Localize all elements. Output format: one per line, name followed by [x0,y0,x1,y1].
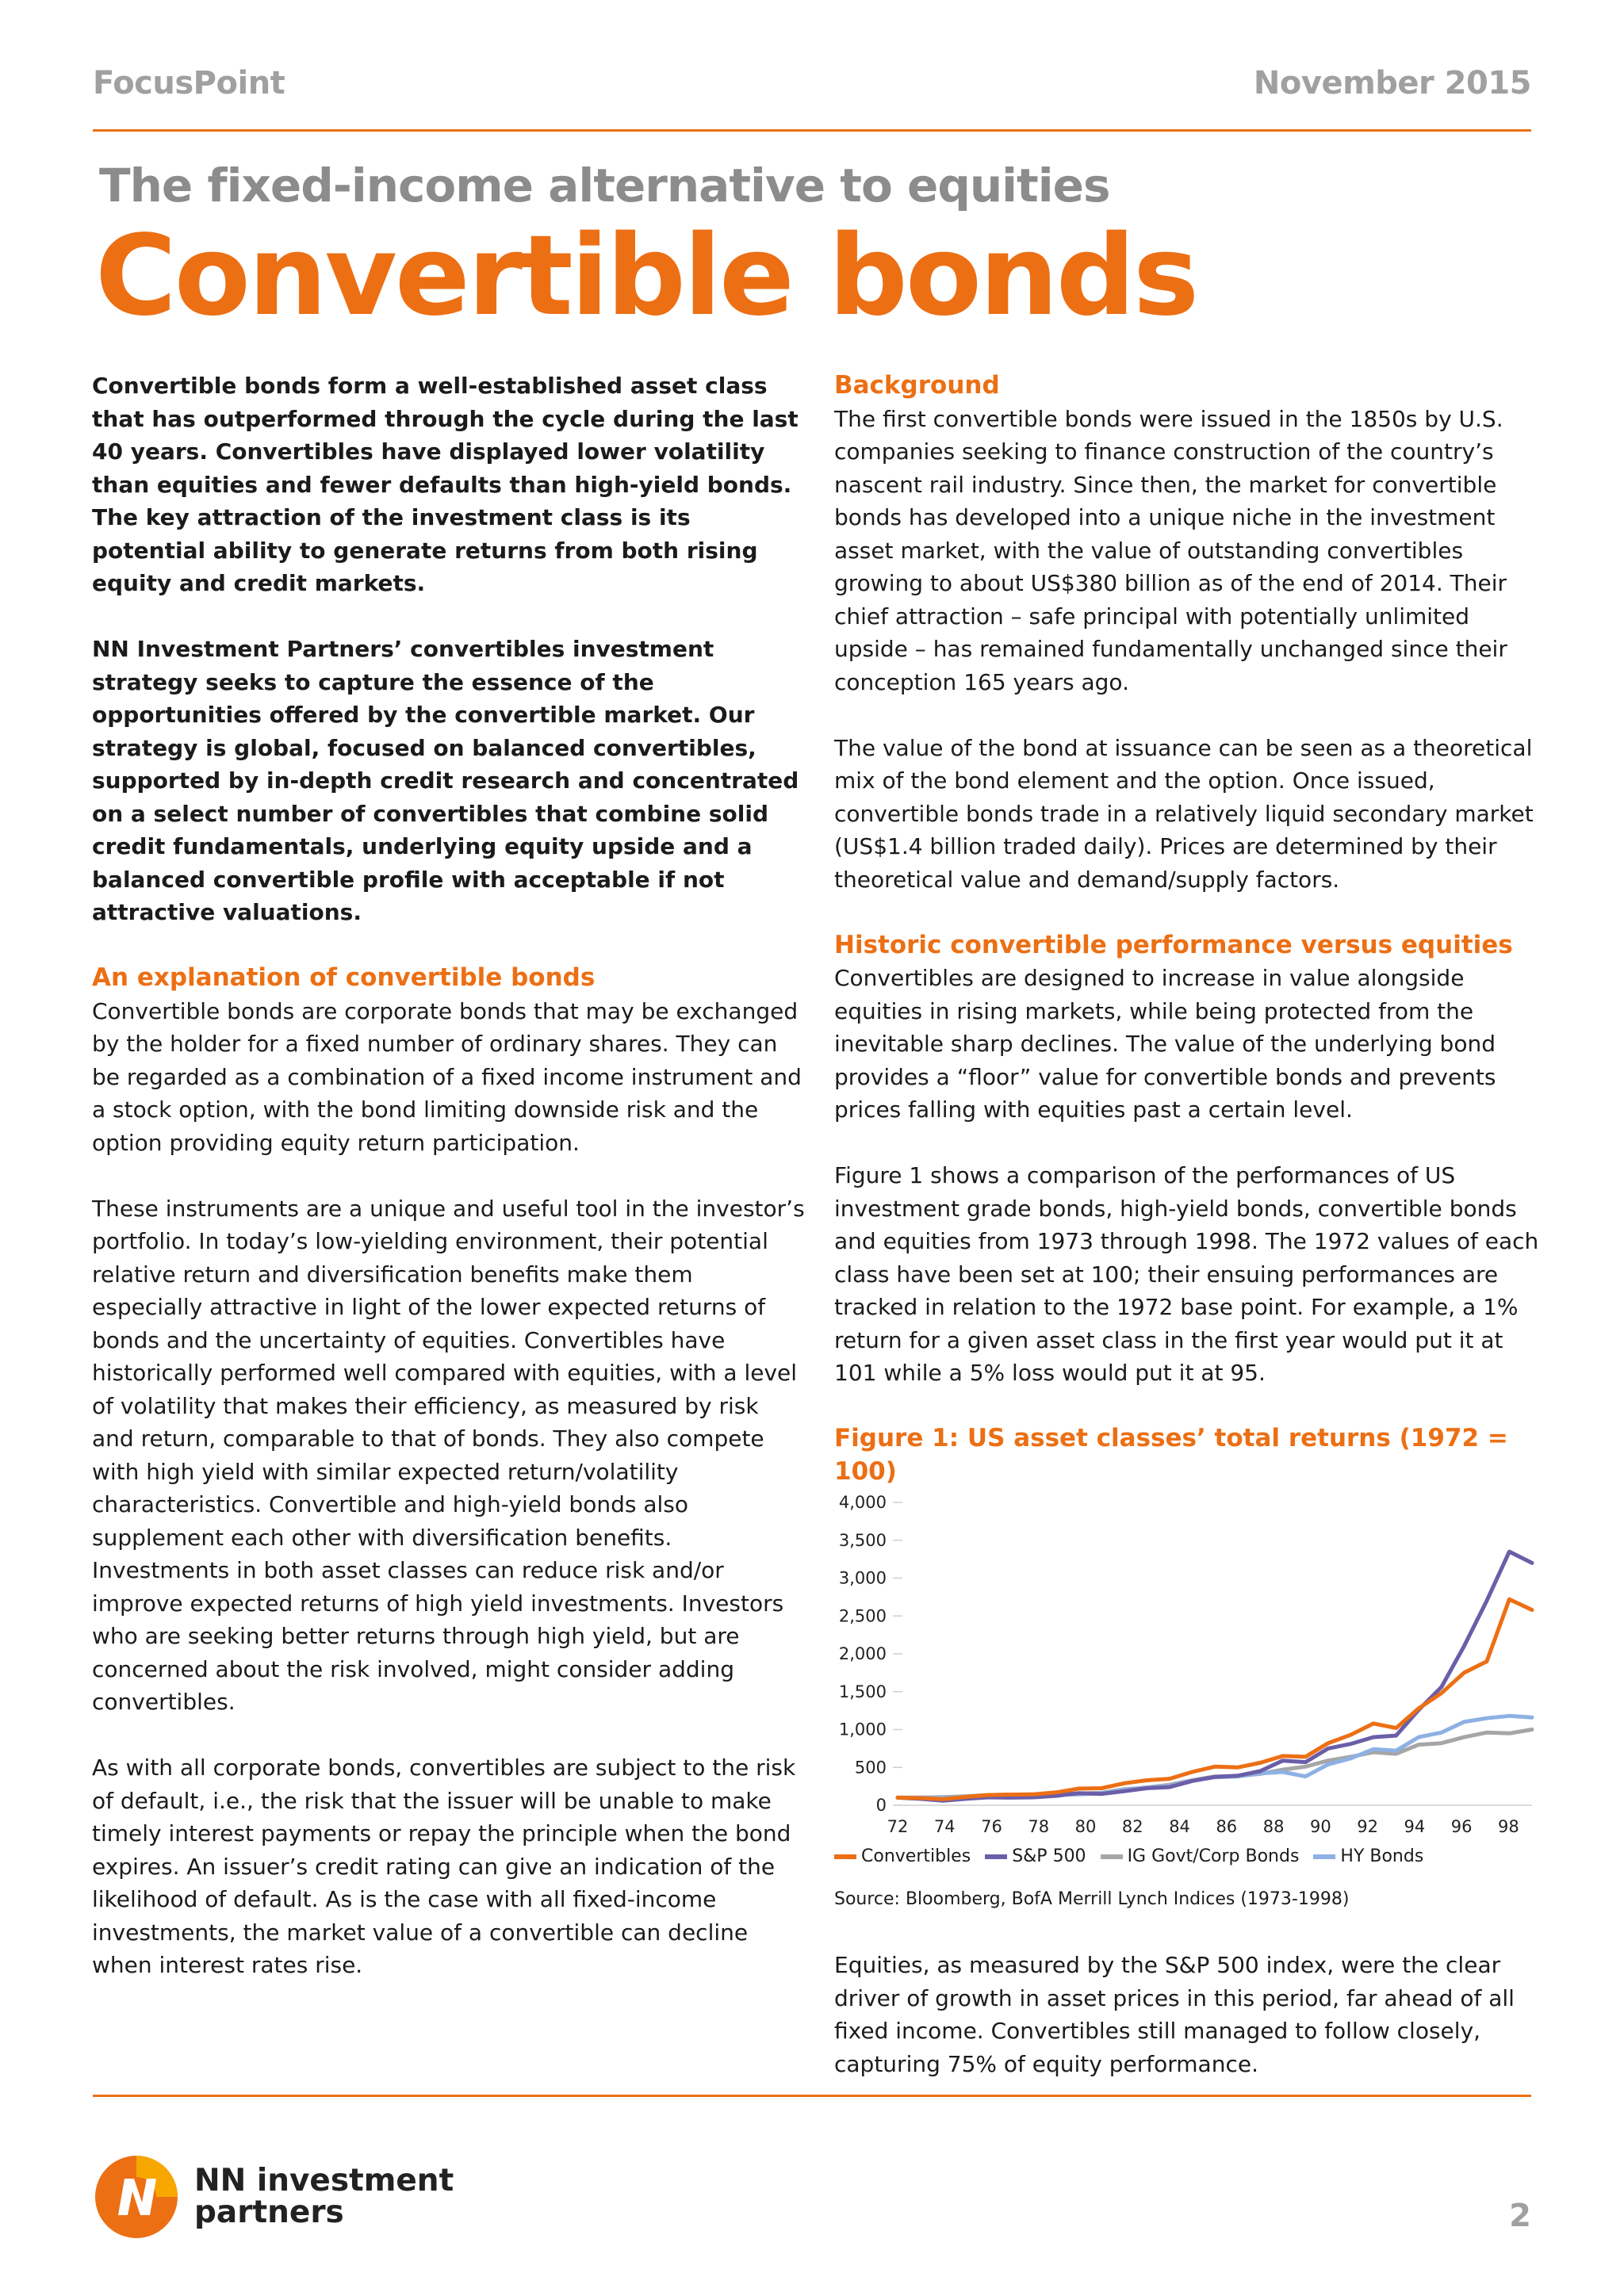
x-tick-label: 74 [933,1817,956,1836]
page-title: Convertible bonds [95,212,1197,341]
x-tick-label: 82 [1121,1817,1143,1836]
legend-label: IG Govt/Corp Bonds [1127,1846,1300,1866]
chart [834,1491,1548,1840]
y-tick-label: 4,000 [838,1493,887,1512]
nn-logo-icon [93,2153,180,2241]
legend-item [834,1840,971,1873]
x-tick-label: 96 [1450,1817,1473,1836]
footer-rule [93,2095,1531,2097]
series-line-s-p-500 [898,1552,1532,1800]
section-heading: An explanation of convertible bonds [92,963,596,992]
series-line-ig-govt-corp-bonds [898,1730,1532,1798]
legend-swatch [1101,1854,1123,1859]
logo-line-2: partners [194,2195,344,2230]
x-tick-label: 80 [1074,1817,1097,1836]
y-tick-label: 0 [875,1796,887,1815]
legend-item [1101,1840,1300,1873]
legend-label: S&P 500 [1012,1846,1086,1866]
series-line-hy-bonds [898,1716,1532,1798]
x-tick-label: 94 [1404,1817,1426,1836]
legend-label: Convertibles [861,1846,971,1866]
y-tick-label: 2,000 [838,1644,887,1663]
company-logo [93,2153,454,2241]
logo-line-1: NN investment [194,2163,454,2198]
legend-swatch [1313,1854,1335,1859]
figure-source: Source: Bloomberg, BofA Merrill Lynch Indices (1973-1998) [834,1888,1350,1909]
x-tick-label: 86 [1216,1817,1238,1836]
series-line-convertibles [898,1599,1532,1799]
y-tick-label: 3,500 [838,1530,887,1550]
x-tick-label: 76 [981,1817,1002,1836]
page-number: 2 [1509,2198,1531,2234]
legend-label: HY Bonds [1340,1846,1424,1866]
section-heading: Background [834,371,1000,400]
x-tick-label: 78 [1028,1817,1050,1836]
body-paragraph: The first convertible bonds were issued in the 1850s by U.S. companies seeking to finance construction of the country’s nascent rail industry. Since then, the market for convertible bonds has developed into a unique niche in the investment asset market, with the value of outstanding convertibles growing to about US$380 billion as of the end of 2014. Their chief attraction – safe principal with potentially unlimited upside – has remained fundamentally unchanged since their conception 165 years ago. [834,405,1507,695]
x-tick-label: 88 [1262,1817,1285,1836]
body-paragraph: As with all corporate bonds, convertibles are subject to the risk of default, i.e., the risk that the issuer will be unable to make timely interest payments or repay the principle when the bond expires. An issuer’s credit rating can give an indication of the likelihood of default. As is the case with all fixed-income investments, the market value of a convertible can decline when interest rates rise. [92,1755,796,1978]
x-tick-label: 98 [1498,1817,1519,1836]
intro-paragraph: Convertible bonds form a well-established asset class that has outperformed through the cycle during the last 40 years. Convertibles have displayed lower volatility than equities and fewer defaults than high-yield bonds. The key attraction of the investment class is its potential ability to generate returns from both rising equity and credit markets. [92,373,799,596]
body-paragraph: Figure 1 shows a comparison of the performances of US investment grade bonds, high-yield bonds, convertible bonds and equities from 1973 through 1998. The 1972 values of each class have been set at 100; their ensuing performances are tracked in relation to the 1972 base point. For example, a 1% return for a given asset class in the first year would put it at 101 while a 5% loss would put it at 95. [834,1162,1539,1386]
body-paragraph: Equities, as measured by the S&P 500 index, were the clear driver of growth in asset prices in this period, far ahead of all fixed income. Convertibles still managed to follow closely, capturing 75% of equity performance. [834,1952,1515,2077]
section-heading: Historic convertible performance versus equities [834,930,1513,959]
x-tick-label: 92 [1357,1817,1378,1836]
right-column [834,369,1548,2114]
header-date: November 2015 [1253,65,1531,101]
y-tick-label: 1,000 [838,1720,887,1739]
x-tick-label: 90 [1309,1817,1331,1836]
x-tick-label: 84 [1169,1817,1190,1836]
kicker: The fixed-income alternative to equities [99,159,1110,212]
figure-title: Figure 1: US asset classes’ total returns (1972 = 100) [834,1424,1508,1486]
y-tick-label: 2,500 [838,1606,887,1626]
header-rule [93,129,1531,132]
legend-swatch [985,1854,1007,1859]
body-paragraph: The value of the bond at issuance can be seen as a theoretical mix of the bond element and the option. Once issued, convertible bonds trade in a relatively liquid secondary market (US$1.4 billion traded daily). Prices are determined by their theoretical value and demand/supply factors. [834,734,1534,893]
chart-svg [834,1491,1548,1840]
y-tick-label: 3,000 [838,1568,887,1588]
legend-swatch [834,1854,856,1859]
body-paragraph: Convertibles are designed to increase in value alongside equities in rising markets, while being protected from the inevitable sharp declines. The value of the underlying bond provides a “floor” value for convertible bonds and prevents prices falling with equities past a certain level. [834,965,1496,1123]
y-tick-label: 500 [854,1758,887,1777]
x-tick-label: 72 [887,1817,909,1836]
left-column [92,369,806,2015]
intro-paragraph: NN Investment Partners’ convertibles investment strategy seeks to capture the essence of the opportunities offered by the convertible market. Our strategy is global, focused on balanced convertibles, supported by in-depth credit research and concentrated on a select number of convertibles that combine solid credit fundamentals, underlying equity upside and a balanced convertible profile with acceptable if not attractive valuations. [92,636,799,925]
legend-item [985,1840,1086,1873]
chart-legend [834,1840,1548,1873]
header-publication: FocusPoint [93,65,285,101]
body-paragraph: Convertible bonds are corporate bonds that may be exchanged by the holder for a fixed number of ordinary shares. They can be regarded as a combination of a fixed income instrument and a stock option, with the bond limiting downside risk and the option providing equity return participation. [92,997,802,1156]
y-tick-label: 1,500 [838,1682,887,1701]
body-paragraph: These instruments are a unique and useful tool in the investor’s portfolio. In today’s low-yielding environment, their potential relative return and diversification benefits make them especially attractive in light of the lower expected returns of bonds and the uncertainty of equities. Convertibles have historically performed well compared with equities, with a level of volatility that makes their efficiency, as measured by risk and return, comparable to that of bonds. They also compete with high yield with similar expected return/volatility characteristics. Convertible and high-yield bonds also supplement each other with diversification benefits. Investments in both asset classes can reduce risk and/or improve expected returns of high yield investments. Investors who are seeking better returns through high yield, but are concerned about the risk involved, might consider adding convertibles. [92,1195,805,1715]
legend-item [1313,1840,1423,1873]
